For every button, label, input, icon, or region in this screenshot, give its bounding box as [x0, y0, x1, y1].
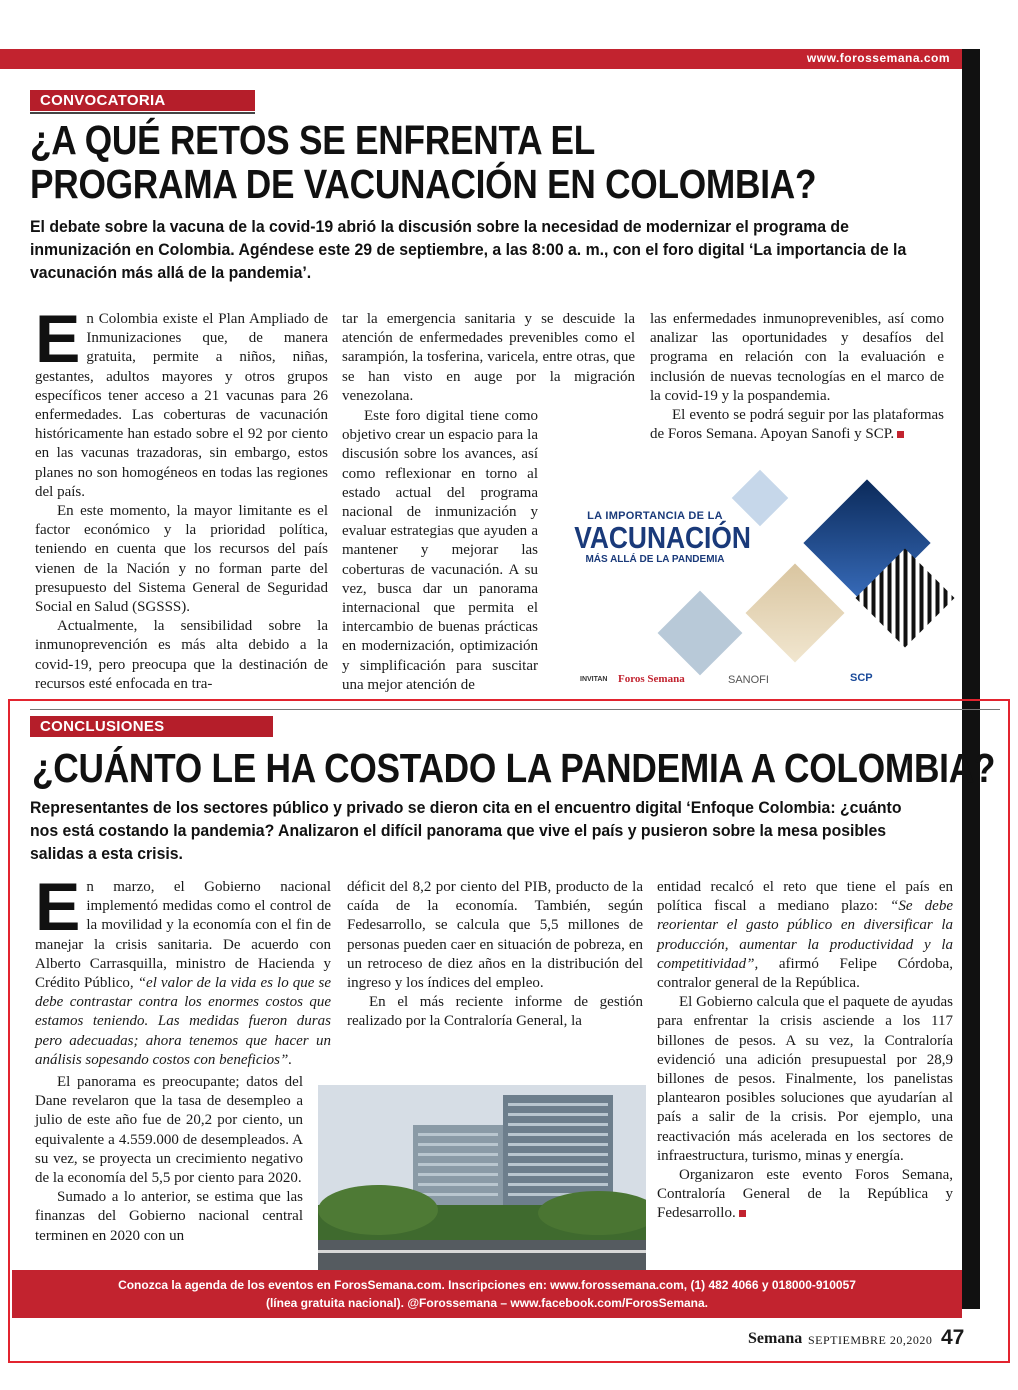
- promo-line-3: MÁS ALLÁ DE LA PANDEMIA: [585, 554, 725, 565]
- paragraph: El panorama es preocupante; datos del Dane revelaron que la tasa de desempleo a julio de este año fue de 20,2 por ciento, un equivalente a 4.559.000 de desempleados. A su vez, se proyecta un crecimiento negativo de la economía del 5,5 por ciento para 2020.: [35, 1074, 303, 1187]
- paragraph: n marzo, el Gobierno nacional implementó medidas como el control de la movilidad y la economía con el fin de manejar la crisis sanitaria. De acuerdo con Alberto Carrasquilla, ministro de Hacienda y Crédito Público,: [35, 879, 331, 992]
- page-number: 47: [941, 1326, 965, 1349]
- section-rule: [30, 709, 1000, 710]
- paragraph: Organizaron este evento Foros Semana, Contraloría General de la República y Fedesarrollo.: [657, 1167, 953, 1222]
- paragraph: En este momento, la mayor limitante es el factor económico y la prioridad política, teniendo en cuenta que los recursos del país vienen de la Nación y no forman parte del presupuesto del Sistema General de Seguridad Social en Salud (SGSSS).: [35, 503, 328, 616]
- promo-invitan-label: INVITAN: [580, 676, 608, 683]
- headline-line-1: ¿A QUÉ RETOS SE ENFRENTA EL: [30, 117, 596, 163]
- section-tag-conclusiones: CONCLUSIONES: [30, 716, 273, 737]
- paragraph: El evento se podrá seguir por las plataformas de Foros Semana. Apoyan Sanofi y SCP.: [650, 407, 944, 443]
- scp-logo: SCP: [850, 672, 873, 684]
- headline-pandemia: ¿CUÁNTO LE HA COSTADO LA PANDEMIA A COLOMBIA?: [32, 745, 996, 791]
- quote: “Se debe reorientar el gasto público en diversificar la producción, aumentar la productividad y la competitividad”,: [657, 898, 953, 972]
- end-mark-icon: [739, 1210, 746, 1217]
- promo-image-tile: [746, 564, 845, 663]
- paragraph: déficit del 8,2 por ciento del PIB, producto de la caída de la economía. También, según Fedesarrollo, se calcula que 5,5 millones de personas pueden caer en situación de pobreza, en un retroceso de diez años en la distribución del ingreso y los índices del empleo.: [347, 879, 643, 992]
- paragraph: afirmó Felipe Córdoba, contralor general de la República.: [657, 955, 953, 992]
- article1-column-3: [650, 310, 944, 444]
- paragraph: n Colombia existe el Plan Ampliado de Inmunizaciones que, de manera gratuita, permite a niños, niñas, gestantes, adultos mayores y otros grupos específicos tener acceso a 21 vacunas para 26 enfermedades. Las coberturas de vacunación históricamente han estado sobre el 92 por ciento en las vacunas trazadoras, sin embargo, estos planes no son homogéneos en todas las regiones del país.: [35, 311, 328, 500]
- magazine-name: Semana: [748, 1330, 803, 1347]
- paragraph: En el más reciente informe de gestión realizado por la Contraloría General, la: [347, 994, 643, 1030]
- footer-line-2[interactable]: (línea gratuita nacional). @Forossemana – www.facebook.com/ForosSemana.: [265, 1296, 709, 1310]
- promo-image-tile: [658, 591, 743, 676]
- paragraph: El Gobierno calcula que el paquete de ayudas para enfrentar la crisis asciende a los 117 billones de pesos. A su vez, la Contraloría evidenció una adición presupuestal por 28,9 billones de pesos. Finalmente, los panelistas plantearon posibles soluciones que ayudarían al país a salir de la crisis. Por ejemplo, una reactivación más acelerada en los sectores de infraestructura, turismo, minas y energía.: [657, 994, 953, 1164]
- promo-title: [560, 510, 750, 565]
- paragraph: Este foro digital tiene como objetivo crear un espacio para la discusión sobre los avances, así como reflexionar en torno al estado actual del programa nacional de inmunización y evaluar estrategias que ayuden a mantener y mejorar las coberturas de vacunación. A su vez, busca dar un panorama internacional que permita el intercambio de buenas prácticas en modernización, optimización y simplificación para suscitar una mejor atención de: [342, 408, 538, 693]
- footer-line-1[interactable]: Conozca la agenda de los eventos en ForosSemana.com. Inscripciones en: www.forossemana.com, (1) 482 4066 y 018000-910057: [118, 1278, 856, 1292]
- article2-column-1-lower: [35, 1073, 303, 1246]
- promo-line-1: LA IMPORTANCIA DE LA: [587, 510, 723, 522]
- deck-pandemia: Representantes de los sectores público y privado se dieron cita en el encuentro digital ‘Enfoque Colombia: ¿cuánto nos está costando la pandemia? Analizaron el difícil panorama que vive el país y pusieron sobre la mesa posibles salidas a esta crisis.: [30, 798, 902, 863]
- end-mark-icon: [897, 431, 904, 438]
- event-promo-graphic: [560, 468, 945, 693]
- drop-cap: E: [35, 310, 81, 377]
- footer-banner: [12, 1270, 962, 1318]
- article1-column-2: [342, 407, 538, 695]
- promo-line-2: VACUNACIÓN: [574, 520, 751, 555]
- tag-underline: [30, 112, 255, 114]
- deck-vacunacion: El debate sobre la vacuna de la covid-19 abrió la discusión sobre la necesidad de modernizar el programa de inmunización en Colombia. Agéndese este 29 de septiembre, a las 8:00 a. m., con el foro digital ‘La importancia de la vacunación más allá de la pandemia’.: [30, 217, 907, 282]
- drop-cap: E: [35, 869, 81, 945]
- article2-column-1: [35, 869, 331, 1070]
- article2-column-2: [347, 878, 643, 1032]
- foros-semana-logo: Foros Semana: [618, 673, 685, 685]
- issue-date: SEPTIEMBRE 20,2020: [808, 1333, 933, 1347]
- headline-line-2: PROGRAMA DE VACUNACIÓN EN COLOMBIA?: [30, 161, 817, 207]
- paragraph: Actualmente, la sensibilidad sobre la inmunoprevención es más alta debido a la covid-19, pero preocupa que la destinación de recursos esté enfocada en tra-: [35, 618, 328, 692]
- article1-column-1: [35, 310, 328, 695]
- paragraph: Sumado a lo anterior, se estima que las finanzas del Gobierno nacional central terminen en 2020 con un: [35, 1189, 303, 1244]
- article1-column-2-top: [342, 310, 635, 406]
- quote: “el valor de la vida es lo que se debe contrastar contra los enormes costos que estamos teniendo. Las medidas fueron duras pero adecuadas; ahora tenemos que hacer un análisis sopesando costos con beneficios”.: [35, 975, 331, 1068]
- paragraph: tar la emergencia sanitaria y se descuide la atención de enfermedades prevenibles como el sarampión, la tosferina, varicela, entre otras, que se han visto en auge por la migración venezolana.: [342, 311, 635, 404]
- section-tag-convocatoria: CONVOCATORIA: [30, 90, 255, 111]
- building-photo: [318, 1085, 646, 1270]
- sanofi-logo: SANOFI: [728, 674, 769, 686]
- article2-column-3: [657, 878, 953, 1224]
- paragraph: las enfermedades inmunoprevenibles, así como analizar las oportunidades y desafíos del programa en relación con la evaluación e inclusión de nuevas tecnologías en el marco de la covid-19 y la pospandemia.: [650, 311, 944, 404]
- paragraph: entidad recalcó el reto que tiene el país en política fiscal a mediano plazo:: [657, 879, 953, 915]
- website-url[interactable]: www.forossemana.com: [806, 51, 950, 65]
- headline-vacunacion: [30, 118, 816, 206]
